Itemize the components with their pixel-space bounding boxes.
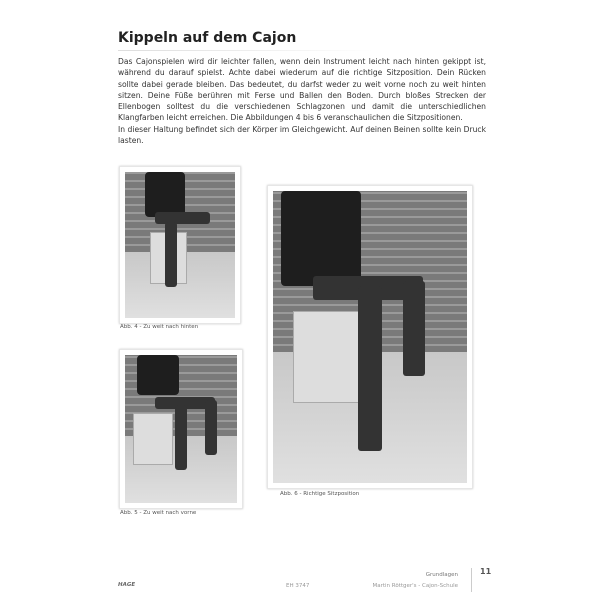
paragraph: Das Cajonspielen wird dir leichter fallen, wenn dein Instrument leicht nach hinten gekippt ist, während du darauf spielst. Achte dabei wiederum auf die richtige Sitzposition. Dein Rücken sollte dabei gerade bleiben. Das bedeutet, du darfst weder zu weit vorne noch zu weit hinten sitzen. Deine Füße berühren mit Ferse und Ballen den Boden. Durch bloßes Strecken der Ellenbogen solltest du die verschiedenen Schlagzonen und damit die unterschiedlichen Klangfarben leicht erreichen. Die Abbildungen 4 bis 6 veranschaulichen die Sitzpositionen. — [118, 57, 486, 123]
book-title: Martin Röttger's - Cajon-Schule — [372, 583, 458, 589]
figure-5-photo — [119, 349, 243, 509]
edition-code: EH 3747 — [286, 583, 310, 589]
footer-divider — [471, 568, 472, 592]
figure-6-photo — [267, 185, 473, 489]
page-title: Kippeln auf dem Cajon — [118, 30, 297, 46]
section-name: Grundlagen — [425, 572, 458, 578]
title-rule — [118, 50, 373, 51]
page-number: 11 — [480, 567, 492, 576]
publisher-logo: HAGE — [118, 582, 136, 588]
paragraph: In dieser Haltung befindet sich der Körper im Gleichgewicht. Auf deinen Beinen sollte kein Druck lasten. — [118, 124, 486, 146]
figure-5-caption: Abb. 5 - Zu weit nach vorne — [120, 510, 197, 516]
figure-4-caption: Abb. 4 - Zu weit nach hinten — [120, 324, 199, 330]
figure-6-caption: Abb. 6 - Richtige Sitzposition — [280, 491, 360, 497]
figure-4-photo — [119, 166, 241, 324]
body-text — [118, 56, 486, 146]
